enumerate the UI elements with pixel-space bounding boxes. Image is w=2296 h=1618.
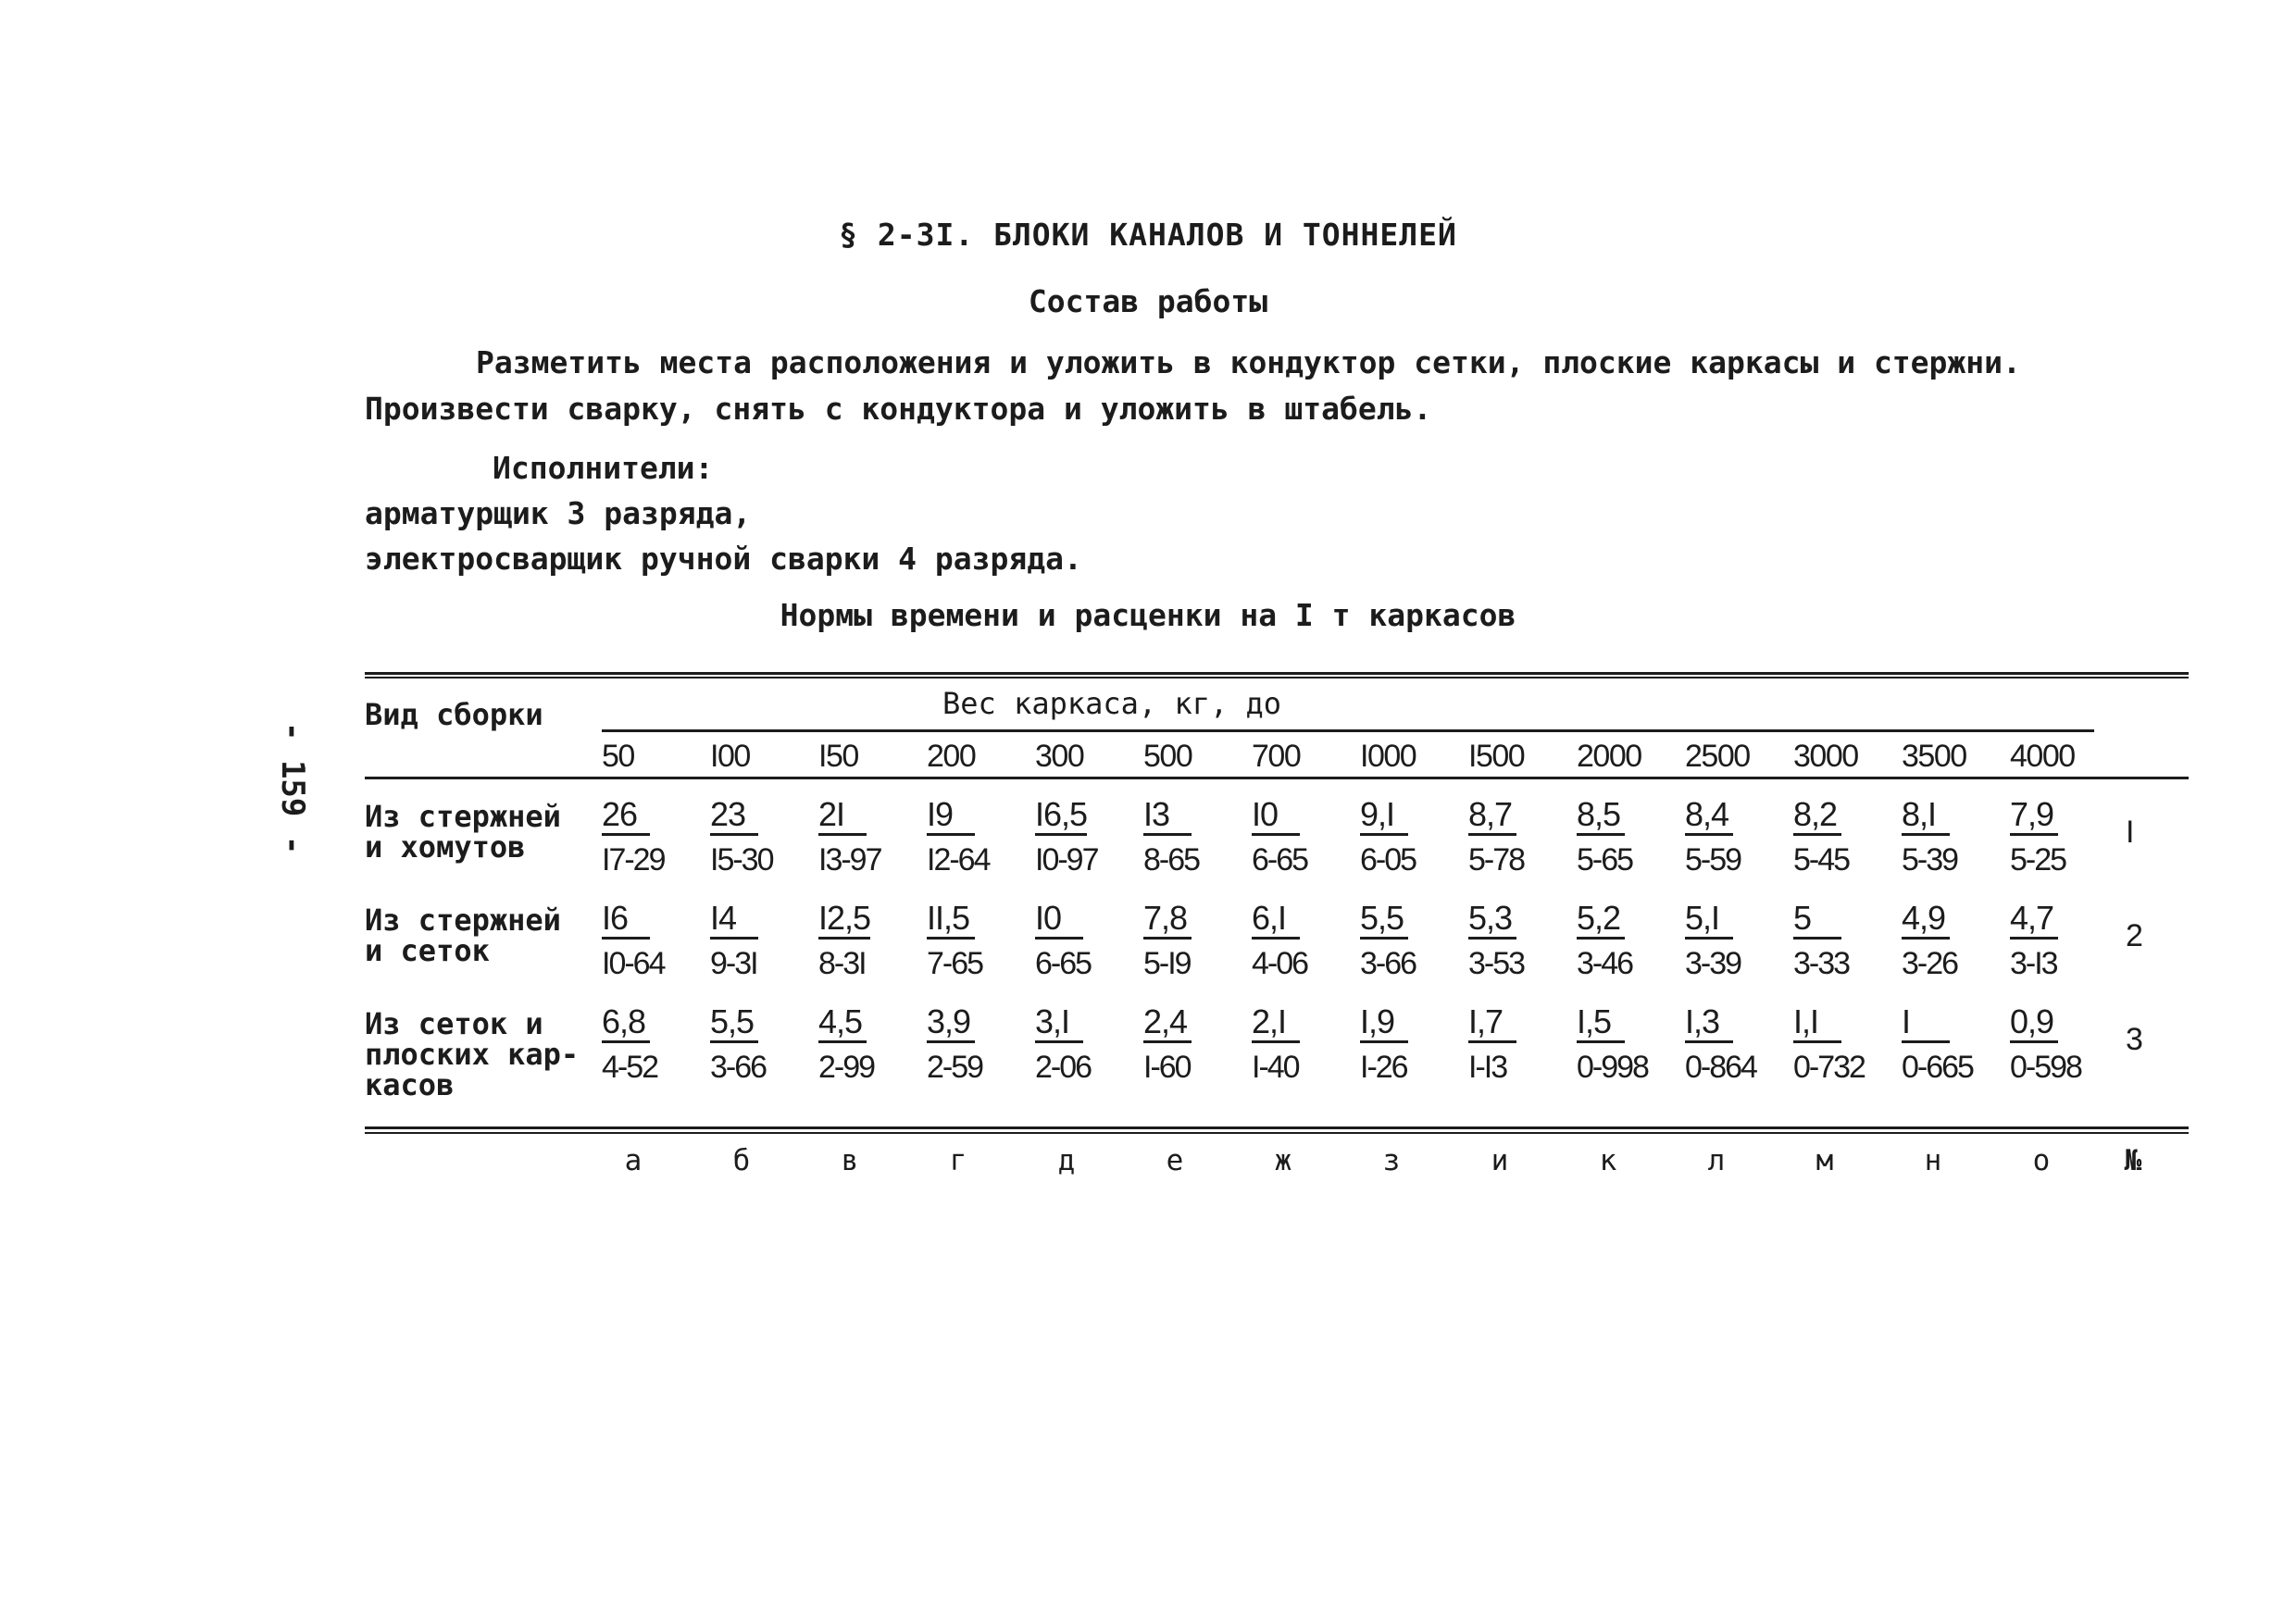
performers-heading: Исполнители: [493,450,714,486]
weight-column-header: 3000 [1793,739,1858,774]
price-rate: I0-64 [602,946,665,981]
composition-line-1: Разметить места расположения и уложить в кондуктор сетки, плоские каркасы и стержни. [476,344,2021,380]
price-rate: 3-26 [1902,946,1958,981]
time-norm: 4,5 [818,1003,867,1043]
weight-column-header: 3500 [1902,739,1966,774]
price-rate: I3-97 [818,842,881,877]
price-rate: 4-52 [602,1050,658,1085]
table-cell [1468,796,1566,878]
price-rate: I-60 [1143,1050,1191,1085]
table-cell [602,796,700,878]
row-number: I [2126,815,2135,850]
time-norm: I0 [1035,900,1083,940]
time-norm: 6,8 [602,1003,650,1043]
weight-column-header: 50 [602,739,634,774]
price-rate: 0-864 [1685,1050,1756,1085]
table-cell [2010,796,2108,878]
time-norm: 8,4 [1685,796,1733,836]
weight-column-header: I00 [710,739,750,774]
column-letter: д [1057,1144,1076,1177]
table-cell [1685,796,1783,878]
price-rate: 2-06 [1035,1050,1092,1085]
price-rate: 3-66 [1360,946,1416,981]
table-cell [1793,1003,1891,1086]
price-rate: 0-598 [2010,1050,2081,1085]
weight-column-header: 500 [1143,739,1192,774]
price-rate: I-I3 [1468,1050,1507,1085]
table-cell [1252,900,1350,982]
table-cell [818,796,917,878]
price-rate: 6-05 [1360,842,1416,877]
table-cell [1577,900,1675,982]
column-letter: а [624,1144,643,1177]
time-norm: 26 [602,796,650,836]
performer-1: арматурщик 3 разряда, [365,495,752,531]
section-title: § 2-3I. БЛОКИ КАНАЛОВ И ТОННЕЛЕЙ [839,217,1457,253]
time-norm: 3,I [1035,1003,1083,1043]
table-cell [927,900,1025,982]
table-cell [710,1003,808,1086]
price-rate: 3-53 [1468,946,1525,981]
time-norm: 2I [818,796,867,836]
time-norm: 23 [710,796,758,836]
table-cell [710,900,808,982]
price-rate: 0-665 [1902,1050,1973,1085]
table-cell [1360,1003,1458,1086]
table-cell [818,900,917,982]
column-letter: н [1924,1144,1942,1177]
table-cell [1577,796,1675,878]
table-cell [1035,900,1133,982]
row-number: 2 [2126,918,2143,953]
time-norm: 3,9 [927,1003,975,1043]
time-norm: 5,I [1685,900,1733,940]
weight-column-header: 700 [1252,739,1301,774]
time-norm: 7,9 [2010,796,2058,836]
time-norm: 6,I [1252,900,1300,940]
weight-column-header: 4000 [2010,739,2075,774]
time-norm: I2,5 [818,900,870,940]
weight-column-header: 2500 [1685,739,1750,774]
table-cell [1360,900,1458,982]
price-rate: 0-998 [1577,1050,1648,1085]
price-rate: I-40 [1252,1050,1299,1085]
price-rate: 3-39 [1685,946,1741,981]
price-rate: 8-3I [818,946,866,981]
table-cell [1143,900,1242,982]
table-cell [602,900,700,982]
time-norm: 5 [1793,900,1841,940]
row-number: 3 [2126,1022,2143,1057]
time-norm: I9 [927,796,975,836]
price-rate: 4-06 [1252,946,1308,981]
column-letter: ж [1274,1144,1292,1177]
price-rate: 3-66 [710,1050,767,1085]
price-rate: 2-99 [818,1050,875,1085]
number-column-header: № [2124,1144,2142,1177]
time-norm: I,3 [1685,1003,1733,1043]
weight-column-header: I500 [1468,739,1525,774]
row-assembly-type: Из сеток и плоских кар- касов [365,1006,580,1102]
weight-column-header: 300 [1035,739,1084,774]
time-norm: I [1902,1003,1950,1043]
table-cell [1793,796,1891,878]
price-rate: I2-64 [927,842,990,877]
table-cell [1143,796,1242,878]
column-letter: б [732,1144,751,1177]
table-cell [1035,1003,1133,1086]
time-norm: 5,3 [1468,900,1516,940]
table-cell [2010,1003,2108,1086]
table-cell [1252,1003,1350,1086]
table-cell [1902,900,2000,982]
column-letter: и [1491,1144,1509,1177]
table-cell [818,1003,917,1086]
column-letter: е [1166,1144,1184,1177]
table-cell [2010,900,2108,982]
table-cell [1902,796,2000,878]
time-norm: I6,5 [1035,796,1087,836]
time-norm: 8,I [1902,796,1950,836]
time-norm: 8,5 [1577,796,1625,836]
time-norm: 4,7 [2010,900,2058,940]
time-norm: 4,9 [1902,900,1950,940]
weight-column-header: 200 [927,739,976,774]
time-norm: 5,2 [1577,900,1625,940]
table-cell [1902,1003,2000,1086]
column-letter: о [2032,1144,2051,1177]
price-rate: 5-78 [1468,842,1525,877]
table-cell [1793,900,1891,982]
time-norm: I0 [1252,796,1300,836]
assembly-type-header: Вид сборки [365,697,543,732]
time-norm: 8,7 [1468,796,1516,836]
row-assembly-type: Из стержней и сеток [365,902,561,968]
time-norm: 2,4 [1143,1003,1192,1043]
table-cell [1577,1003,1675,1086]
table-cell [602,1003,700,1086]
table-cell [1360,796,1458,878]
table-cell [927,1003,1025,1086]
price-rate: 6-65 [1252,842,1308,877]
time-norm: I,7 [1468,1003,1516,1043]
price-rate: 3-33 [1793,946,1850,981]
composition-line-2: Произвести сварку, снять с кондуктора и уложить в штабель. [365,391,1432,427]
time-norm: 5,5 [710,1003,758,1043]
time-norm: I,9 [1360,1003,1408,1043]
column-letter: з [1382,1144,1401,1177]
price-rate: 5-65 [1577,842,1633,877]
time-norm: I,I [1793,1003,1841,1043]
table-cell [1143,1003,1242,1086]
time-norm: 2,I [1252,1003,1300,1043]
header-bottom-rule [365,777,2189,779]
page-number: - 159 - [274,722,311,855]
time-norm: I4 [710,900,758,940]
price-rate: 5-39 [1902,842,1958,877]
price-rate: 3-I3 [2010,946,2057,981]
table-cell [710,796,808,878]
time-norm: I3 [1143,796,1192,836]
column-letter: л [1707,1144,1726,1177]
time-norm: 5,5 [1360,900,1408,940]
time-norm: 8,2 [1793,796,1841,836]
price-rate: I0-97 [1035,842,1098,877]
weight-column-header: I000 [1360,739,1416,774]
frame-weight-header: Вес каркаса, кг, до [942,686,1282,721]
table-cell [1035,796,1133,878]
column-letter: к [1599,1144,1617,1177]
performer-2: электросварщик ручной сварки 4 разряда. [365,541,1082,577]
time-norm: 0,9 [2010,1003,2058,1043]
work-composition-heading: Состав работы [1028,283,1268,319]
column-letter: г [949,1144,967,1177]
price-rate: 5-I9 [1143,946,1191,981]
table-cell [927,796,1025,878]
weight-header-rule [602,729,2094,732]
row-assembly-type: Из стержней и хомутов [365,799,561,865]
price-rate: I5-30 [710,842,773,877]
price-rate: 6-65 [1035,946,1092,981]
time-norm: I,5 [1577,1003,1625,1043]
price-rate: 2-59 [927,1050,983,1085]
weight-column-header: I50 [818,739,858,774]
price-rate: 5-45 [1793,842,1850,877]
price-rate: 5-25 [2010,842,2066,877]
time-norm: 9,I [1360,796,1408,836]
table-top-rule-inner [365,677,2189,678]
price-rate: 9-3I [710,946,757,981]
price-rate: 5-59 [1685,842,1741,877]
column-letter: м [1816,1144,1834,1177]
table-cell [1685,900,1783,982]
table-cell [1468,1003,1566,1086]
table-bottom-rule-inner [365,1132,2189,1134]
table-bottom-rule [365,1126,2189,1129]
table-cell [1252,796,1350,878]
weight-column-header: 2000 [1577,739,1641,774]
table-caption: Нормы времени и расценки на I т каркасов [780,597,1516,633]
price-rate: 8-65 [1143,842,1200,877]
price-rate: I-26 [1360,1050,1407,1085]
table-cell [1468,900,1566,982]
column-letter: в [841,1144,859,1177]
time-norm: II,5 [927,900,975,940]
price-rate: 3-46 [1577,946,1633,981]
table-cell [1685,1003,1783,1086]
time-norm: I6 [602,900,650,940]
price-rate: I7-29 [602,842,665,877]
price-rate: 0-732 [1793,1050,1865,1085]
price-rate: 7-65 [927,946,983,981]
time-norm: 7,8 [1143,900,1192,940]
table-top-rule [365,672,2189,675]
